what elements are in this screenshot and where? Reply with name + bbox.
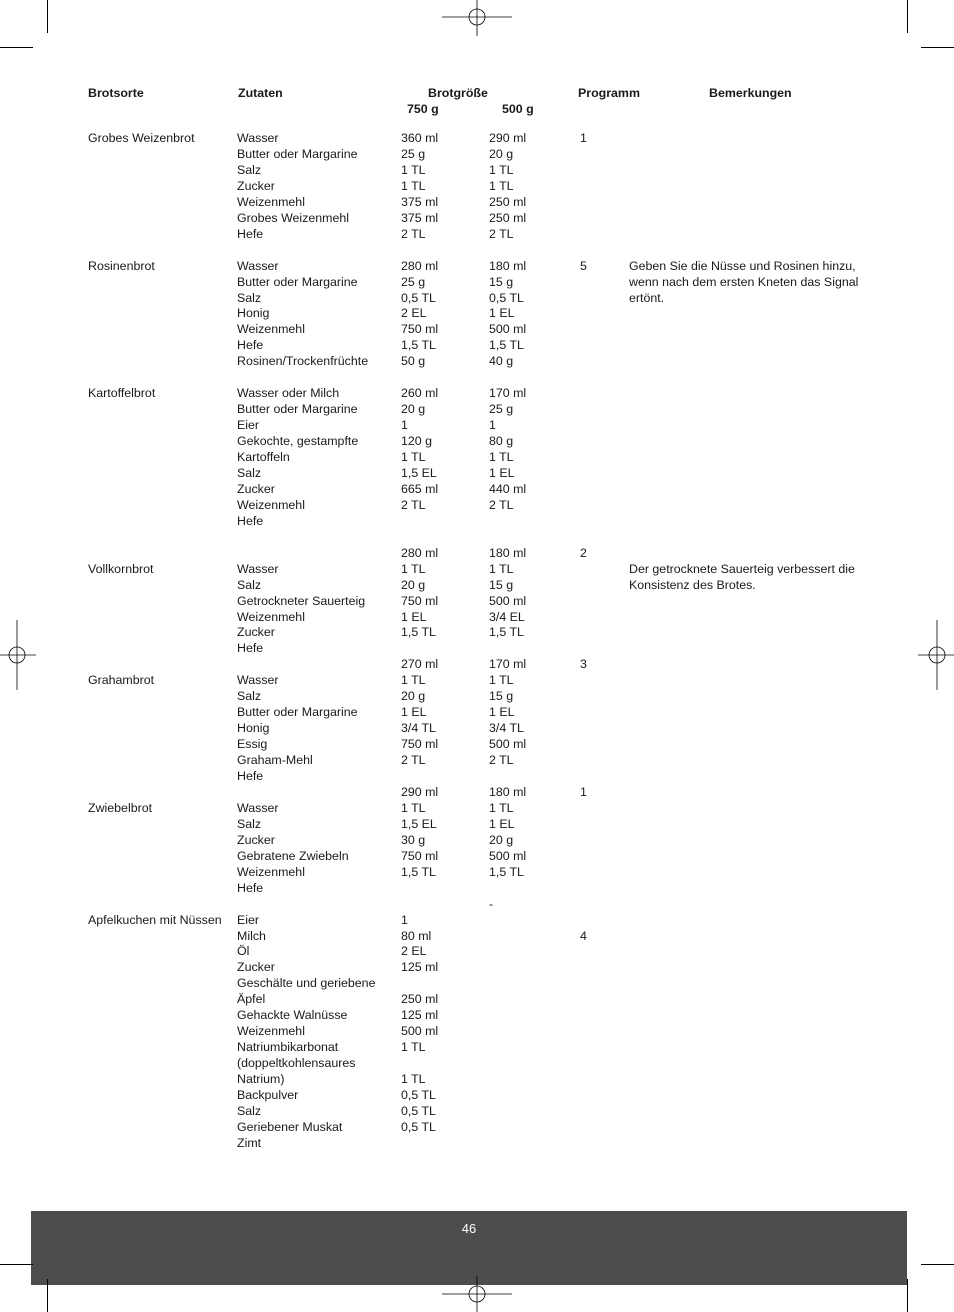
amount-500g: 180 ml [489,545,527,560]
amount-750g: 1 TL [401,162,426,177]
crop-mark [0,47,33,48]
ingredient: Honig [237,306,270,321]
amount-500g: 2 TL [489,226,514,241]
amount-750g: 1 TL [401,1072,426,1087]
amount-500g: - [489,896,494,911]
ingredient: Weizenmehl [237,322,305,337]
header-zutaten: Zutaten [238,86,283,100]
ingredient: Wasser [237,258,279,273]
amount-500g: 1 TL [489,450,514,464]
remark-line: wenn nach dem ersten Kneten das Signal [629,274,859,289]
amount-750g: 0,5 TL [401,290,436,305]
ingredient: Äpfel [237,992,266,1007]
ingredient: Salz [237,689,262,704]
ingredient: Salz [237,816,262,831]
amount-750g: 20 g [401,402,426,417]
ingredient: Geriebener Muskat [237,1119,343,1134]
amount-750g: 0,5 TL [401,1103,436,1118]
amount-500g: 1 TL [489,162,514,177]
amount-750g: 1,5 TL [401,338,436,353]
amount-750g: 120 g [401,434,433,449]
amount-500g: 1 EL [489,816,515,831]
amount-500g: 250 ml [489,194,527,209]
bread-type: Apfelkuchen mit Nüssen [88,912,222,927]
crop-mark [907,1279,908,1312]
ingredient: Butter oder Margarine [237,274,358,289]
amount-500g: 3/4 EL [489,609,525,624]
amount-500g: 25 g [489,402,514,417]
ingredient: Butter oder Margarine [237,705,358,720]
ingredient: Zucker [237,960,275,975]
amount-500g: 80 g [489,434,514,449]
ingredient: Salz [237,162,262,177]
bread-type: Grobes Weizenbrot [88,131,195,145]
ingredient: Weizenmehl [237,194,305,209]
ingredient: Wasser [237,561,279,576]
amount-500g: 1 TL [489,178,514,193]
amount-750g: 3/4 TL [401,721,436,736]
ingredient: Hefe [237,769,264,783]
registration-mark-icon [918,620,954,690]
amount-750g: 2 TL [401,497,426,512]
amount-750g: 80 ml [401,928,432,943]
ingredient: Zucker [237,625,275,640]
amount-500g: 440 ml [489,481,527,496]
amount-750g: 1,5 TL [401,625,436,640]
ingredient: Weizenmehl [237,864,305,879]
page-number: 46 [461,1221,477,1236]
amount-500g: 20 g [489,146,514,161]
ingredient: Hefe [237,226,264,241]
amount-500g: 1,5 TL [489,864,524,879]
amount-750g: 125 ml [401,960,439,975]
amount-500g: 1 EL [489,306,515,321]
amount-500g: 20 g [489,832,514,847]
program-number: 3 [580,657,587,672]
amount-750g: 750 ml [401,848,439,863]
bread-type: Kartoffelbrot [88,386,156,401]
amount-500g: 180 ml [489,784,527,799]
amount-750g: 1 EL [401,705,427,720]
ingredient: Honig [237,721,270,736]
ingredient: Hefe [237,513,264,528]
ingredient: Butter oder Margarine [237,146,358,161]
bread-type: Grahambrot [88,673,155,688]
bread-type: Vollkornbrot [88,561,154,576]
amount-750g: 2 EL [401,944,427,959]
registration-mark-icon [442,0,512,36]
amount-500g: 1 EL [489,465,515,480]
ingredient: Natrium) [237,1072,285,1087]
amount-750g: 375 ml [401,210,439,225]
amount-750g: 260 ml [401,386,439,401]
remark-line: Geben Sie die Nüsse und Rosinen hinzu, [629,258,856,273]
amount-750g: 750 ml [401,593,439,608]
amount-500g: 1 TL [489,673,514,688]
program-number: 2 [580,545,587,560]
ingredient: Eier [237,912,260,927]
bread-type: Zwiebelbrot [88,800,153,815]
ingredient: Zimt [237,1135,262,1150]
ingredient: Hefe [237,641,264,656]
crop-mark [0,1264,33,1265]
ingredient: Wasser oder Milch [237,386,340,401]
amount-500g: 1 [489,418,496,433]
ingredient: Eier [237,418,260,433]
ingredient: (doppeltkohlensaures [237,1056,356,1071]
amount-750g: 2 TL [401,753,426,768]
ingredient: Geschälte und geriebene [237,976,376,991]
amount-750g: 1 TL [401,561,426,576]
amount-750g: 20 g [401,689,426,704]
amount-500g: 500 ml [489,737,527,752]
amount-750g: 25 g [401,146,426,161]
ingredient: Gekochte, gestampfte [237,434,359,449]
amount-750g: 1,5 EL [401,465,437,480]
ingredient: Zucker [237,481,275,496]
amount-750g: 25 g [401,274,426,289]
amount-750g: 1 TL [401,178,426,193]
amount-500g: 2 TL [489,753,514,768]
program-number: 5 [580,258,587,273]
amount-500g: 1 EL [489,705,515,720]
header-bemerkungen: Bemerkungen [709,86,792,100]
ingredient: Weizenmehl [237,1024,305,1039]
ingredient: Öl [237,944,250,959]
header-500g: 500 g [502,102,534,116]
amount-500g: 1 TL [489,561,514,576]
amount-750g: 280 ml [401,545,439,560]
amount-750g: 1 [401,418,408,433]
amount-500g: 1,5 TL [489,625,524,640]
amount-500g: 500 ml [489,848,527,863]
amount-750g: 20 g [401,577,426,592]
amount-750g: 50 g [401,354,426,369]
amount-750g: 0,5 TL [401,1119,436,1134]
ingredient: Salz [237,465,262,480]
crop-mark [47,0,48,33]
amount-500g: 15 g [489,577,514,592]
amount-500g: 15 g [489,274,514,289]
header-brotsorte: Brotsorte [88,86,144,100]
amount-750g: 1,5 TL [401,864,436,879]
crop-mark [907,0,908,33]
ingredient: Natriumbikarbonat [237,1040,339,1055]
amount-500g: 250 ml [489,210,527,225]
amount-750g: 0,5 TL [401,1088,436,1102]
amount-750g: 375 ml [401,194,439,209]
ingredient: Rosinen/Trockenfrüchte [237,354,369,369]
amount-750g: 1 TL [401,450,426,464]
ingredient: Essig [237,737,268,752]
amount-500g: 500 ml [489,322,527,337]
amount-750g: 2 EL [401,306,427,321]
program-number: 1 [580,784,587,799]
amount-750g: 270 ml [401,657,439,672]
amount-500g: 3/4 TL [489,721,524,736]
amount-750g: 500 ml [401,1024,439,1039]
ingredient: Zucker [237,178,275,193]
ingredient: Salz [237,290,262,305]
header-programm: Programm [578,86,640,100]
amount-500g: 170 ml [489,386,527,401]
amount-750g: 2 TL [401,226,426,241]
ingredient: Hefe [237,338,264,353]
amount-750g: 280 ml [401,258,439,273]
ingredient: Hefe [237,880,264,895]
amount-750g: 750 ml [401,737,439,752]
remark-line: Konsistenz des Brotes. [629,577,756,592]
ingredient: Milch [237,928,266,943]
ingredient: Salz [237,1103,262,1118]
crop-mark [921,1264,954,1265]
amount-750g: 750 ml [401,322,439,337]
registration-mark-icon [442,1276,512,1312]
amount-750g: 1 TL [401,673,426,688]
ingredient: Grobes Weizenmehl [237,210,350,225]
ingredient: Wasser [237,131,279,145]
ingredient: Wasser [237,800,279,815]
ingredient: Weizenmehl [237,609,305,624]
ingredient: Zucker [237,832,275,847]
crop-mark [921,47,954,48]
amount-750g: 1 TL [401,800,426,815]
remark-line: Der getrocknete Sauerteig verbessert die [629,561,855,576]
ingredient: Kartoffeln [237,450,290,464]
registration-mark-icon [0,620,36,690]
program-number: 1 [580,131,587,145]
ingredient: Gebratene Zwiebeln [237,848,349,863]
ingredient: Weizenmehl [237,497,305,512]
amount-750g: 250 ml [401,992,439,1007]
amount-750g: 125 ml [401,1008,439,1023]
amount-750g: 1 EL [401,609,427,624]
amount-500g: 180 ml [489,258,527,273]
ingredient: Salz [237,577,262,592]
ingredient: Backpulver [237,1088,299,1102]
program-number: 4 [580,928,587,943]
amount-500g: 15 g [489,689,514,704]
amount-500g: 1,5 TL [489,338,524,353]
amount-500g: 500 ml [489,593,527,608]
amount-750g: 1,5 EL [401,816,437,831]
ingredient: Graham-Mehl [237,753,313,768]
amount-750g: 1 TL [401,1040,426,1055]
amount-500g: 2 TL [489,497,514,512]
amount-750g: 290 ml [401,784,439,799]
footer-bar [31,1211,907,1285]
amount-500g: 290 ml [489,131,527,145]
amount-500g: 40 g [489,354,514,369]
amount-500g: 0,5 TL [489,290,524,305]
header-750g: 750 g [407,102,439,116]
remark-line: ertönt. [629,290,665,305]
amount-750g: 30 g [401,832,426,847]
ingredient: Getrockneter Sauerteig [237,593,366,608]
ingredient: Gehackte Walnüsse [237,1008,348,1023]
amount-750g: 360 ml [401,131,439,145]
amount-750g: 665 ml [401,481,439,496]
ingredient: Butter oder Margarine [237,402,358,417]
ingredient: Wasser [237,673,279,688]
amount-500g: 170 ml [489,657,527,672]
header-brotgroesse: Brotgröße [428,86,488,100]
bread-type: Rosinenbrot [88,258,155,273]
crop-mark [47,1279,48,1312]
amount-750g: 1 [401,912,408,927]
amount-500g: 1 TL [489,800,514,815]
